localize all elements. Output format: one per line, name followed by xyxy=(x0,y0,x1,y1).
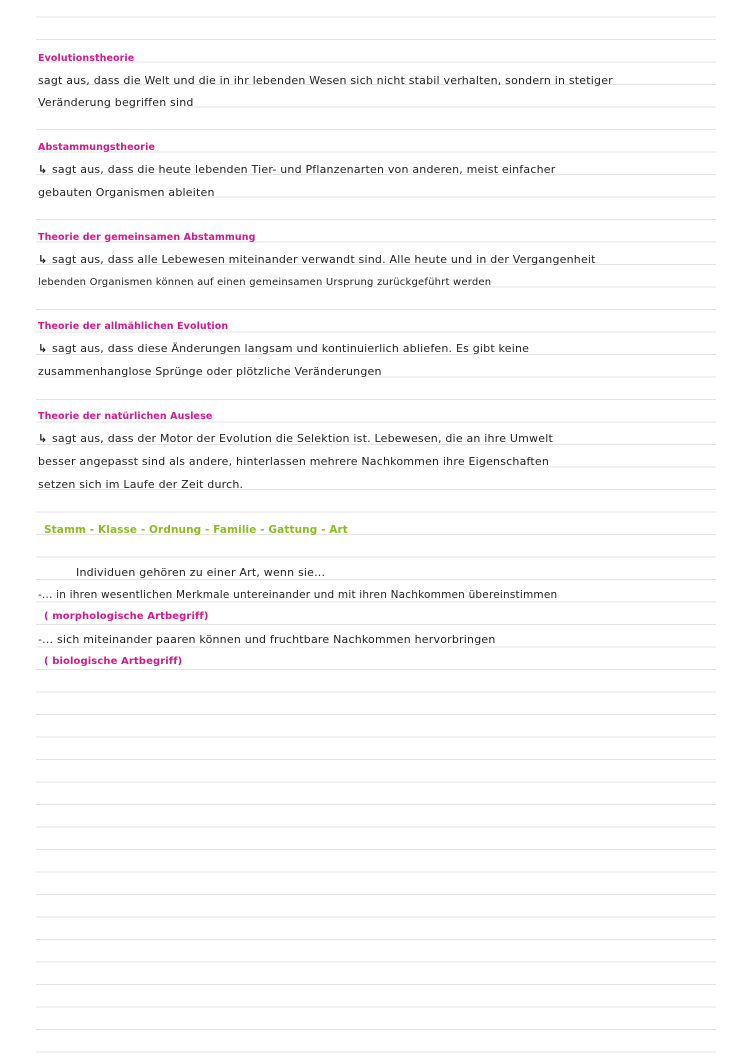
text-line: sagt aus, dass die Welt und die in ihr lebenden Wesen sich nicht stabil verhalten, sondern in stetiger xyxy=(38,74,613,87)
text-line: setzen sich im Laufe der Zeit durch. xyxy=(38,478,244,491)
heading-allmaehliche-evolution: Theorie der allmählichen Evolution xyxy=(38,321,229,332)
biological-species-label: ( biologische Artbegriff) xyxy=(44,656,183,667)
text-line: gebauten Organismen ableiten xyxy=(38,186,215,199)
species-intro: Individuen gehören zu einer Art, wenn sie... xyxy=(76,566,326,579)
morphological-species-label: ( morphologische Artbegriff) xyxy=(44,611,209,622)
text-content: sagt aus, dass der Motor der Evolution die Selektion ist. Lebewesen, die an ihre Umwelt xyxy=(52,432,553,445)
text-line: Veränderung begriffen sind xyxy=(38,96,194,109)
text-content: sagt aus, dass die heute lebenden Tier- und Pflanzenarten von anderen, meist einfacher xyxy=(52,163,556,176)
arrow-icon: ↳ xyxy=(38,163,48,176)
text-line-with-arrow xyxy=(38,342,720,356)
text-content: sagt aus, dass diese Änderungen langsam und kontinuierlich abliefen. Es gibt keine xyxy=(52,342,530,355)
species-criterion-morphological: -... in ihren wesentlichen Merkmale untereinander und mit ihren Nachkommen übereinstimmen xyxy=(38,589,558,601)
text-line-with-arrow xyxy=(38,253,720,267)
species-criterion-biological: -... sich miteinander paaren können und fruchtbare Nachkommen hervorbringen xyxy=(38,633,496,646)
arrow-icon: ↳ xyxy=(38,432,48,445)
text-content: sagt aus, dass alle Lebewesen miteinander verwandt sind. Alle heute und in der Vergangenheit xyxy=(52,253,596,266)
heading-abstammungstheorie: Abstammungstheorie xyxy=(38,142,155,153)
arrow-icon: ↳ xyxy=(38,342,48,355)
text-line: lebenden Organismen können auf einen gemeinsamen Ursprung zurückgeführt werden xyxy=(38,277,492,288)
heading-natuerliche-auslese: Theorie der natürlichen Auslese xyxy=(38,411,213,422)
heading-gemeinsame-abstammung: Theorie der gemeinsamen Abstammung xyxy=(38,232,256,243)
text-line: zusammenhanglose Sprünge oder plötzliche Veränderungen xyxy=(38,365,382,378)
text-line: besser angepasst sind als andere, hinterlassen mehrere Nachkommen ihre Eigenschaften xyxy=(38,455,550,468)
arrow-icon: ↳ xyxy=(38,253,48,266)
heading-evolutionstheorie: Evolutionstheorie xyxy=(38,53,135,64)
taxonomy-heading: Stamm - Klasse - Ordnung - Familie - Gattung - Art xyxy=(44,524,348,536)
text-line-with-arrow xyxy=(38,163,720,177)
text-line-with-arrow xyxy=(38,432,720,446)
